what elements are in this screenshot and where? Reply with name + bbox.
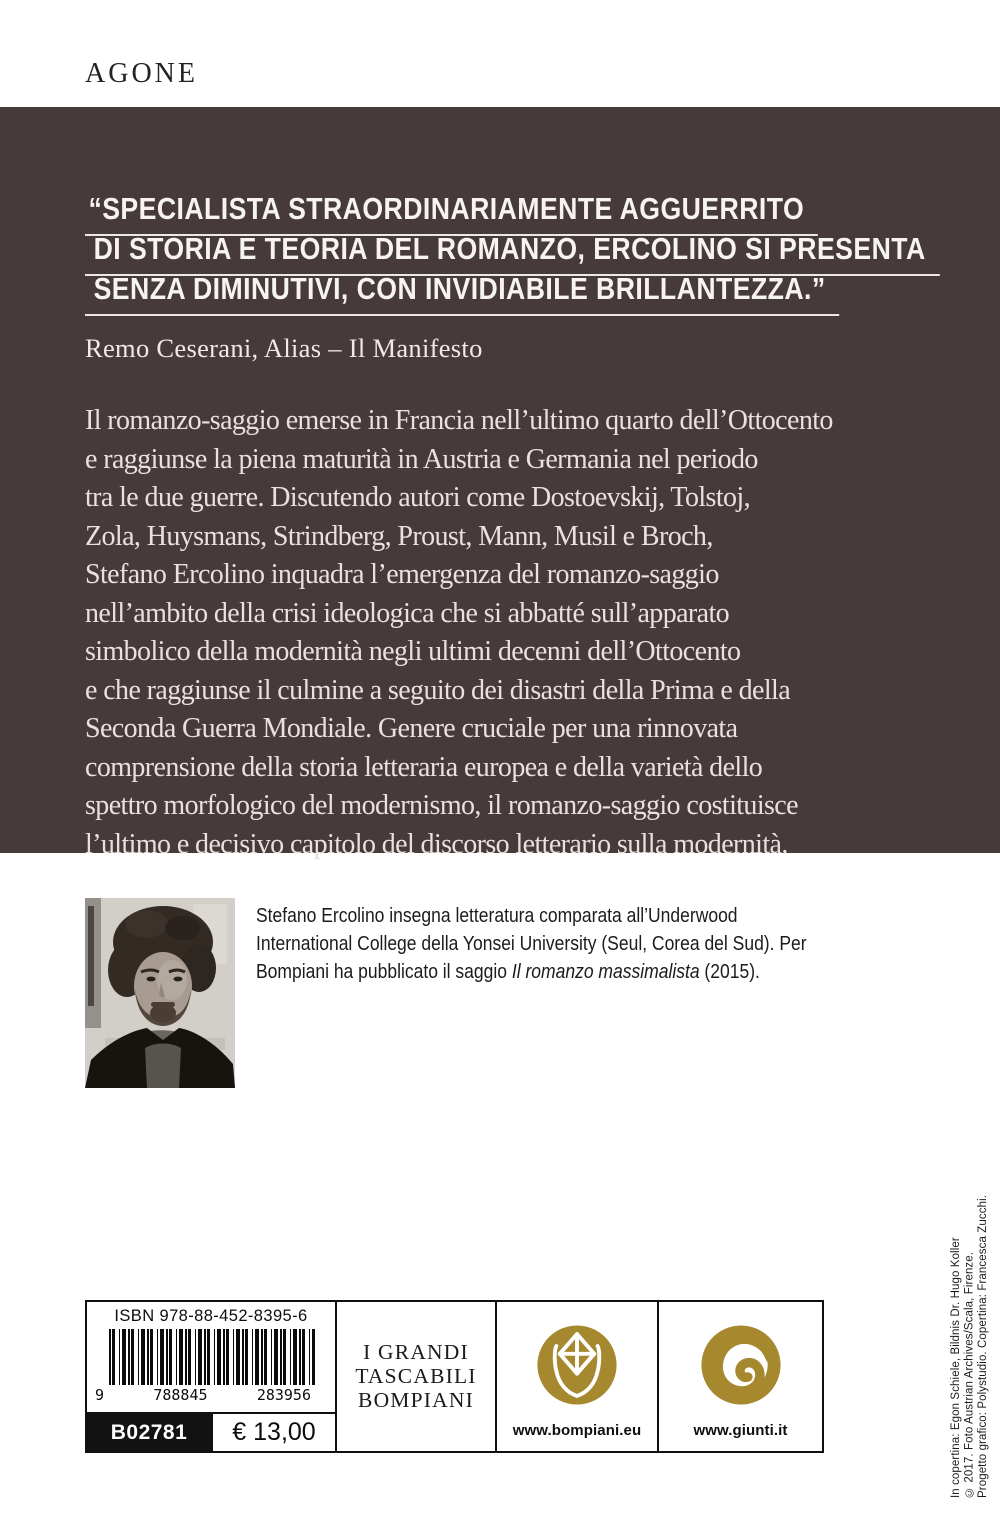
synopsis-line: Zola, Huysmans, Strindberg, Proust, Mann, Musil e Broch, xyxy=(85,520,713,552)
bio-book-title: Il romanzo massimalista xyxy=(511,961,700,983)
barcode-digits xyxy=(87,1386,335,1404)
footer-strip xyxy=(85,1300,824,1453)
giunti-block xyxy=(657,1302,822,1451)
barcode-group-1: 788845 xyxy=(153,1386,208,1404)
imprint-line: TASCABILI xyxy=(355,1363,477,1388)
price: € 13,00 xyxy=(211,1414,335,1451)
bio-text-before: Stefano Ercolino insegna letteratura comparata all’Underwood International College della Yonsei University (Seul, Corea del Sud). Per Bompiani ha pubblicato il saggio xyxy=(256,905,807,983)
quote-line xyxy=(85,271,1000,311)
imprint-line: I GRANDI xyxy=(363,1339,469,1364)
synopsis-line: nell’ambito della crisi ideologica che si abbatté sull’apparato xyxy=(85,597,730,629)
series-name: AGONE xyxy=(85,58,198,89)
quote-line xyxy=(85,231,1000,271)
price-row xyxy=(87,1414,335,1451)
barcode-digit-left: 9 xyxy=(95,1386,105,1404)
synopsis-line: e raggiunse la piena maturità in Austria e Germania nel periodo xyxy=(85,443,758,475)
synopsis-line: Seconda Guerra Mondiale. Genere cruciale per una rinnovata xyxy=(85,713,738,744)
quote-attribution: Remo Ceserani, Alias – Il Manifesto xyxy=(85,333,483,363)
credits-vertical-text xyxy=(950,1126,991,1498)
quote-line-text: DI STORIA E TEORIA DEL ROMANZO, ERCOLINO SI PRESENTA xyxy=(85,231,939,276)
bompiani-block xyxy=(495,1302,657,1451)
synopsis-paragraph xyxy=(85,402,1000,864)
review-quote xyxy=(85,191,1000,311)
synopsis-line: Il romanzo-saggio emerse in Francia nell’ultimo quarto dell’Ottocento xyxy=(85,405,833,436)
catalog-code: B02781 xyxy=(87,1414,211,1451)
synopsis-line: l’ultimo e decisivo capitolo del discorso letterario sulla modernità. xyxy=(85,828,788,860)
quote-line-text: SENZA DIMINUTIVI, CON INVIDIABILE BRILLANTEZZA.” xyxy=(85,271,839,316)
giunti-logo-icon xyxy=(698,1322,784,1408)
synopsis-line: simbolico della modernità negli ultimi decenni dell’Ottocento xyxy=(85,636,741,667)
header-band xyxy=(0,0,1000,107)
isbn-number: ISBN 978-88-452-8395-6 xyxy=(114,1307,308,1325)
author-photo xyxy=(85,898,235,1088)
quote-line-text: “SPECIALISTA STRAORDINARIAMENTE AGGUERRITO xyxy=(85,191,818,236)
barcode-group-2: 283956 xyxy=(256,1386,311,1404)
credit-line-cover-art: In copertina: Egon Schiele, Bildnis Dr. Hugo Koller xyxy=(949,1237,962,1498)
giunti-url: www.giunti.it xyxy=(693,1422,788,1439)
quote-line xyxy=(85,191,1000,231)
synopsis-line: e che raggiunse il culmine a seguito dei disastri della Prima e della xyxy=(85,674,791,706)
credit-line-photo: © 2017. Foto Austrian Archives/Scala, Firenze. xyxy=(963,1251,975,1498)
ean-barcode xyxy=(109,1329,315,1385)
imprint-line: BOMPIANI xyxy=(358,1387,474,1412)
author-bio-text xyxy=(256,902,834,986)
synopsis-line: tra le due guerre. Discutendo autori come Dostoevskij, Tolstoj, xyxy=(85,482,751,513)
bio-text-after: (2015). xyxy=(699,961,760,983)
bompiani-logo-icon xyxy=(534,1322,620,1408)
synopsis-line: Stefano Ercolino inquadra l’emergenza del romanzo-saggio xyxy=(85,559,719,590)
imprint-block xyxy=(335,1302,495,1451)
isbn-barcode-block xyxy=(87,1302,335,1451)
bompiani-url: www.bompiani.eu xyxy=(512,1422,642,1439)
credit-line-design: Progetto grafico: Polystudio. Copertina: Francesca Zucchi. xyxy=(976,1194,989,1498)
cover-main-panel xyxy=(0,107,1000,860)
barcode-area xyxy=(87,1302,335,1414)
synopsis-line: spettro morfologico del modernismo, il romanzo-saggio costituisce xyxy=(85,790,798,821)
synopsis-line: comprensione della storia letteraria europea e della varietà dello xyxy=(85,751,763,783)
author-photo-illustration xyxy=(85,898,235,1088)
